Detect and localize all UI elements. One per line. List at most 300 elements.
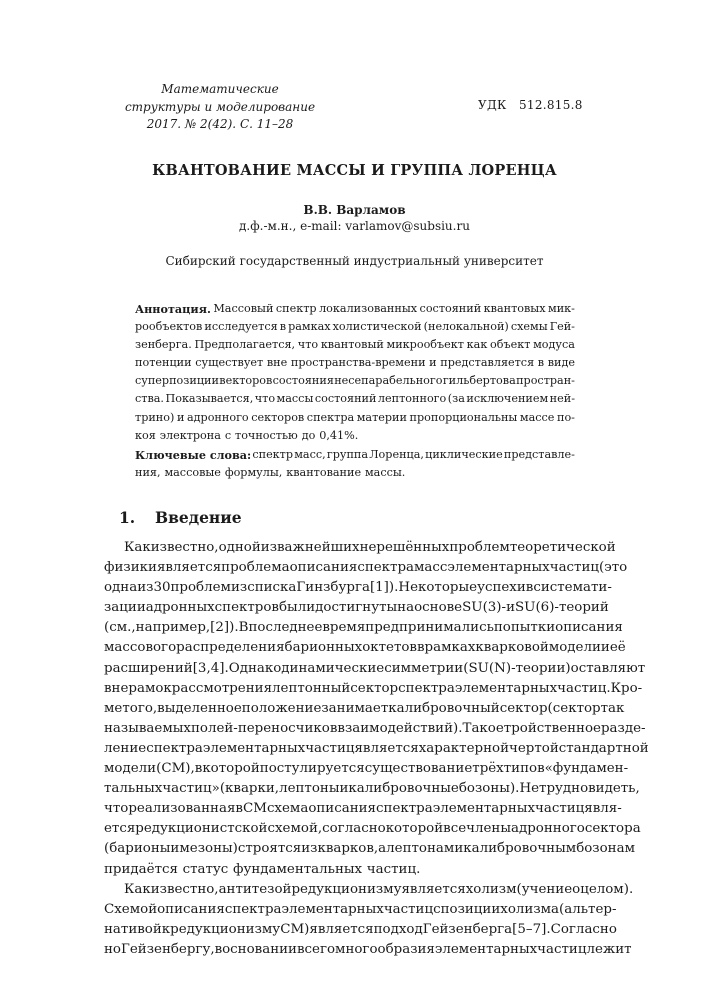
abstract-word: вне xyxy=(266,356,288,370)
body-word: [2]). xyxy=(210,620,239,636)
body-word: трёх xyxy=(472,761,504,777)
journal-subtitle: структуры и моделирование xyxy=(124,99,316,114)
body-word: (барионы xyxy=(104,841,171,857)
body-word: тальных xyxy=(104,781,163,797)
body-word: были xyxy=(278,600,316,616)
abstract-word: состояний xyxy=(419,302,482,315)
body-word: симметрии xyxy=(384,660,464,676)
abstract-word: секторов xyxy=(251,410,305,424)
body-line xyxy=(104,900,617,920)
body-word: лептоны xyxy=(279,781,340,797)
body-word: например, xyxy=(135,620,211,636)
body-word: динамические xyxy=(281,660,385,676)
body-word: успехи xyxy=(477,580,526,596)
body-word: лептонный xyxy=(272,680,351,696)
author-name: В.В. Варламов xyxy=(303,203,406,217)
abstract-word: и xyxy=(429,356,437,370)
abstract-word: Предполагается, xyxy=(194,338,296,352)
body-word: проблем xyxy=(449,540,510,555)
body-line xyxy=(104,598,607,618)
abstract-line xyxy=(135,336,575,354)
body-word: время xyxy=(322,620,366,636)
abstract-word: несепарабельного xyxy=(334,374,443,388)
body-word: в xyxy=(235,801,243,817)
body-word: SU(3)- xyxy=(462,600,507,616)
body-word: барионных xyxy=(284,640,363,656)
body-word: спектра xyxy=(376,801,433,817)
body-word: элементарных xyxy=(432,801,535,817)
body-word: взаимодействий). xyxy=(337,720,463,736)
body-line xyxy=(104,860,607,880)
body-word: Однако xyxy=(228,660,282,676)
abstract-word: адронного xyxy=(186,410,249,424)
author-details: д.ф.-м.н., e-mail: varlamov@subsiu.ru xyxy=(239,219,470,233)
journal-issue: 2017. № 2(42). С. 11–28 xyxy=(146,117,294,131)
body-word: что xyxy=(104,801,129,817)
body-word: оставляют xyxy=(570,660,646,676)
body-word: явля- xyxy=(584,801,622,817)
abstract-word: точностью xyxy=(235,428,298,442)
abstract-word: до xyxy=(301,428,316,442)
body-line xyxy=(104,719,646,739)
body-word: подход xyxy=(373,921,423,937)
body-line xyxy=(104,940,632,960)
body-word: целом). xyxy=(580,881,634,897)
abstract-word: локализованных xyxy=(319,302,418,315)
abstract-word: Показывается, xyxy=(165,392,254,406)
body-word: которой xyxy=(385,821,444,837)
body-word: описания xyxy=(289,560,358,576)
body-word: списка xyxy=(247,580,297,596)
abstract-word: потенции xyxy=(135,356,192,370)
body-line xyxy=(104,799,622,819)
body-word: сектор xyxy=(499,700,548,716)
abstract-word: массы xyxy=(276,392,314,406)
body-word: (кварки, xyxy=(219,781,280,797)
body-word: калибровочные xyxy=(348,781,459,797)
abstract-word: существует xyxy=(195,356,264,370)
body-word: члены xyxy=(466,821,511,837)
body-line xyxy=(104,578,612,598)
author-affiliation: Сибирский государственный индустриальный университет xyxy=(165,254,544,268)
body-word: выделенное xyxy=(157,700,242,716)
body-word: редукционистской xyxy=(135,821,268,837)
body-word: последнее xyxy=(248,620,323,636)
journal-name: Математические xyxy=(161,82,279,96)
abstract-word: представляется xyxy=(440,356,535,370)
abstract-word: в xyxy=(279,320,287,334)
body-word: в xyxy=(525,580,534,596)
body-word: (альтер- xyxy=(559,901,617,917)
body-word: схема xyxy=(266,801,309,817)
body-word: Гинзбурга xyxy=(296,580,370,596)
abstract-word: (нелокальной) xyxy=(423,320,509,334)
body-word: основе xyxy=(414,600,463,616)
body-word: Кро- xyxy=(610,680,643,696)
body-line xyxy=(104,538,616,558)
keywords-word: массовые xyxy=(164,466,221,480)
body-word: В xyxy=(238,620,249,636)
keywords-word: Лоренца, xyxy=(369,448,424,461)
body-word: рамок xyxy=(128,680,172,696)
body-word: и xyxy=(506,600,515,616)
abstract-word: что xyxy=(254,392,276,406)
abstract-line xyxy=(135,372,575,390)
body-line xyxy=(104,618,623,638)
body-word: частиц xyxy=(383,901,434,917)
body-word: согласно xyxy=(322,821,386,837)
body-word: холизм xyxy=(465,881,517,897)
body-word: описания xyxy=(157,901,225,917)
abstract-word: как xyxy=(466,338,488,352)
body-word: редукционизму xyxy=(291,881,402,897)
body-word: тройственное xyxy=(503,720,601,736)
abstract-line xyxy=(135,354,575,372)
body-word: Как xyxy=(124,540,151,555)
body-word: мезоны) xyxy=(179,841,238,857)
body-word: частиц xyxy=(537,941,587,957)
body-word: редукционизму xyxy=(170,921,281,937)
body-word: достигнуты xyxy=(315,600,398,616)
body-word: частиц xyxy=(549,560,599,576)
abstract-word: с xyxy=(224,428,232,442)
body-text xyxy=(104,538,649,960)
body-word: 30 xyxy=(153,580,171,596)
section-title: Введение xyxy=(155,508,242,527)
body-word: Схемой xyxy=(104,901,158,917)
body-word: спектра xyxy=(357,560,415,576)
abstract-word: схемы xyxy=(510,320,548,334)
abstract-word: ней- xyxy=(549,392,575,406)
body-word: спектра xyxy=(224,901,282,917)
body-word: разде- xyxy=(600,720,646,736)
body-word: (сектор xyxy=(547,700,601,716)
body-word: элементарных xyxy=(281,901,384,917)
abstract-word: рообъектов xyxy=(135,320,203,334)
abstract-line xyxy=(135,409,575,427)
body-word: которой xyxy=(202,761,260,777)
body-word: постулируется xyxy=(259,761,365,777)
body-word: адронных xyxy=(145,600,215,616)
body-word: попытки xyxy=(493,620,556,636)
body-word: спектра xyxy=(398,680,455,696)
abstract-word: (за xyxy=(447,392,465,406)
body-line xyxy=(104,638,626,658)
body-word: частиц. xyxy=(557,680,611,696)
section-number: 1. xyxy=(119,508,136,527)
body-word: фундаментальных xyxy=(233,861,363,877)
body-word: видеть, xyxy=(588,781,640,797)
body-word: кварков, xyxy=(317,841,379,857)
body-word: описания xyxy=(308,801,377,817)
abstract-word: материи xyxy=(356,410,407,424)
body-word: одной xyxy=(218,540,261,555)
body-word: Гейзенберга xyxy=(422,921,513,937)
body-word: Такое xyxy=(462,720,504,736)
body-word: зации xyxy=(104,600,146,616)
body-word: вне xyxy=(104,680,129,696)
abstract-word: суперпозиции xyxy=(135,374,219,388)
body-line xyxy=(104,679,643,699)
body-word: типов xyxy=(503,761,545,777)
body-word: (SU(N)-теории) xyxy=(463,660,571,676)
keywords-line xyxy=(135,446,575,464)
body-word: SU(6)-теорий xyxy=(515,600,609,616)
body-word: называемых xyxy=(104,720,191,736)
body-word: холизма xyxy=(500,901,560,917)
abstract-word: электрона xyxy=(159,428,221,442)
body-word: калибровочный xyxy=(388,700,500,716)
abstract-word: Гей- xyxy=(549,320,575,334)
body-line xyxy=(104,699,625,719)
body-line xyxy=(104,759,629,779)
abstract-line xyxy=(135,318,575,336)
body-word: является xyxy=(156,560,222,576)
body-word: одна xyxy=(104,580,138,596)
body-word: ется xyxy=(104,821,136,837)
body-word: Нетрудно xyxy=(519,781,589,797)
abstract-word: пропорциональны xyxy=(409,410,518,424)
body-word: (это xyxy=(599,560,628,576)
body-word: СМ xyxy=(242,801,267,817)
abstract-word: пространства-времени xyxy=(290,356,426,370)
body-word: и xyxy=(600,640,610,656)
abstract-word: микрообъект xyxy=(386,338,464,352)
body-word: о xyxy=(572,881,581,897)
abstract-word: холистической xyxy=(332,320,422,334)
body-word: спектра xyxy=(146,740,203,756)
body-word: антитезой xyxy=(218,881,292,897)
body-word: нерешённых xyxy=(359,540,450,555)
body-word: и xyxy=(339,781,349,797)
body-line xyxy=(104,920,617,940)
body-word: в xyxy=(416,640,425,656)
body-word: теоретической xyxy=(509,540,616,555)
abstract-word: исключением xyxy=(466,392,549,406)
abstract-word: лептонного xyxy=(377,392,447,406)
body-word: октетов xyxy=(362,640,417,656)
body-word: является xyxy=(354,740,419,756)
section-heading xyxy=(119,508,242,527)
body-word: Некоторые xyxy=(398,580,478,596)
body-word: рассмотрения xyxy=(171,680,273,696)
body-line xyxy=(104,819,641,839)
keywords-word: квантование xyxy=(286,466,362,480)
body-word: модели xyxy=(104,761,157,777)
body-word: нативой xyxy=(104,921,162,937)
body-word: распределения xyxy=(176,640,285,656)
abstract-word: квантовый xyxy=(320,338,384,352)
body-word: всего xyxy=(296,941,336,957)
abstract-word: состояний xyxy=(314,392,377,406)
body-word: модели xyxy=(548,640,601,656)
body-word: Как xyxy=(124,881,151,897)
body-word: ме xyxy=(104,700,123,716)
body-word: описания xyxy=(555,620,623,636)
abstract-word: квантовых xyxy=(483,302,546,315)
body-word: её xyxy=(609,640,626,656)
body-word: Согласно xyxy=(550,921,617,937)
abstract-word: массе xyxy=(519,410,555,424)
abstract-word: что xyxy=(297,338,319,352)
udc-code: УДК 512.815.8 xyxy=(478,98,583,112)
keywords-word: спектр xyxy=(252,448,294,461)
body-word: проблема xyxy=(221,560,290,576)
body-word: адронного xyxy=(511,821,585,837)
body-word: ление xyxy=(104,740,147,756)
body-word: положение xyxy=(241,700,322,716)
abstract-word: рамках xyxy=(288,320,331,334)
body-word: элементарных xyxy=(434,941,538,957)
body-word: из xyxy=(301,841,318,857)
body-word: предпринимались xyxy=(365,620,494,636)
body-word: того, xyxy=(122,700,158,716)
body-word: [3,4]. xyxy=(192,660,229,676)
body-word: масс xyxy=(414,560,448,576)
body-line xyxy=(104,659,646,679)
body-word: частиц xyxy=(535,801,585,817)
body-word: физики xyxy=(104,560,157,576)
body-word: кварковой xyxy=(475,640,549,656)
body-word: существование xyxy=(364,761,473,777)
body-word: элементарных xyxy=(202,740,306,756)
body-word: СМ) xyxy=(280,921,310,937)
body-word: характерной xyxy=(418,740,509,756)
body-word: «фундамен- xyxy=(544,761,629,777)
body-word: строятся xyxy=(237,841,302,857)
body-word: частиц xyxy=(305,740,355,756)
keywords-word: масс, xyxy=(294,448,326,461)
body-word: на xyxy=(397,600,415,616)
body-word: [1]). xyxy=(369,580,399,596)
body-word: лептонам xyxy=(386,841,455,857)
body-word: известно, xyxy=(150,881,219,897)
abstract-line xyxy=(135,390,575,408)
abstract-word: спектр xyxy=(275,302,317,315)
abstract-word: мик- xyxy=(548,302,575,315)
body-word: полей-переносчиков xyxy=(190,720,338,736)
body-word: лежит xyxy=(586,941,632,957)
body-word: из xyxy=(230,580,248,596)
abstract-word: коя xyxy=(135,428,156,442)
abstract-word: виде xyxy=(547,356,575,370)
body-word: спектров xyxy=(214,600,279,616)
body-word: является xyxy=(309,921,374,937)
body-word: системати- xyxy=(533,580,612,596)
body-word: рамках xyxy=(424,640,476,656)
body-word: частиц. xyxy=(366,861,421,877)
abstract-lead: Аннотация. xyxy=(135,302,211,316)
body-word: (СМ), xyxy=(156,761,195,777)
body-word: из xyxy=(137,580,154,596)
body-line xyxy=(104,880,634,900)
abstract-word: объект xyxy=(490,338,531,352)
body-word: придаётся xyxy=(104,861,178,877)
abstract-word: и xyxy=(176,410,185,424)
body-word: к xyxy=(161,921,171,937)
body-word: [5–7]. xyxy=(512,921,551,937)
keywords-line xyxy=(135,464,575,482)
body-word: реализованная xyxy=(128,801,236,817)
body-word: сектор xyxy=(350,680,399,696)
body-word: Гейзенбергу, xyxy=(121,941,215,957)
abstract-word: состояния xyxy=(272,374,334,388)
body-word: (учение xyxy=(516,881,573,897)
abstract-line xyxy=(135,300,575,318)
keywords xyxy=(135,446,575,482)
body-word: с xyxy=(433,901,441,917)
body-word: является xyxy=(401,881,466,897)
body-word: схемой, xyxy=(267,821,323,837)
keywords-word: массы. xyxy=(364,466,406,480)
keywords-lead: Ключевые слова: xyxy=(135,448,252,462)
abstract-word: модуса xyxy=(533,338,575,352)
body-word: и xyxy=(454,841,464,857)
body-word: массового xyxy=(104,640,177,656)
body-word: элементарных xyxy=(447,560,550,576)
body-word: основании xyxy=(222,941,297,957)
body-word: сектора xyxy=(584,821,641,837)
abstract xyxy=(135,300,575,445)
body-word: важнейших xyxy=(277,540,360,555)
body-word: в xyxy=(194,761,203,777)
abstract-word: спектра xyxy=(306,410,355,424)
body-word: частиц» xyxy=(162,781,220,797)
body-line xyxy=(104,779,640,799)
body-word: (см., xyxy=(104,620,136,636)
abstract-word: зенберга. xyxy=(135,338,192,352)
body-word: статус xyxy=(182,861,229,877)
body-word: из xyxy=(260,540,278,555)
abstract-word: ства. xyxy=(135,392,164,406)
body-word: но xyxy=(104,941,121,957)
keywords-word: группа xyxy=(326,448,369,461)
body-word: бозоны). xyxy=(458,781,520,797)
body-word: известно, xyxy=(150,540,219,555)
keywords-word: циклические xyxy=(425,448,503,461)
abstract-line xyxy=(135,427,575,445)
body-word: стандартной xyxy=(558,740,649,756)
abstract-word: по- xyxy=(556,410,575,424)
body-word: а xyxy=(378,841,387,857)
body-line xyxy=(104,558,628,578)
abstract-word: исследуется xyxy=(204,320,278,334)
body-word: расширений xyxy=(104,660,193,676)
abstract-word: в xyxy=(537,356,545,370)
journal-info xyxy=(120,81,320,134)
body-word: и xyxy=(170,841,180,857)
body-word: бозонам xyxy=(576,841,636,857)
body-line xyxy=(104,839,636,859)
body-word: занимает xyxy=(321,700,389,716)
body-word: в xyxy=(214,941,223,957)
body-word: чертой xyxy=(509,740,559,756)
body-word: проблем xyxy=(170,580,231,596)
body-word: многообразия xyxy=(335,941,435,957)
body-word: все xyxy=(443,821,467,837)
abstract-word: векторов xyxy=(219,374,273,388)
abstract-word: простран- xyxy=(516,374,575,388)
abstract-word: Массовый xyxy=(213,302,274,315)
abstract-word: гильбертова xyxy=(442,374,516,388)
body-word: калибровочным xyxy=(463,841,577,857)
keywords-word: представле- xyxy=(503,448,575,461)
body-line xyxy=(104,739,649,759)
article-title: КВАНТОВАНИЕ МАССЫ И ГРУППА ЛОРЕНЦА xyxy=(152,162,557,179)
keywords-word: ния, xyxy=(135,466,161,480)
body-word: элементарных xyxy=(454,680,558,696)
keywords-word: формулы, xyxy=(224,466,283,480)
